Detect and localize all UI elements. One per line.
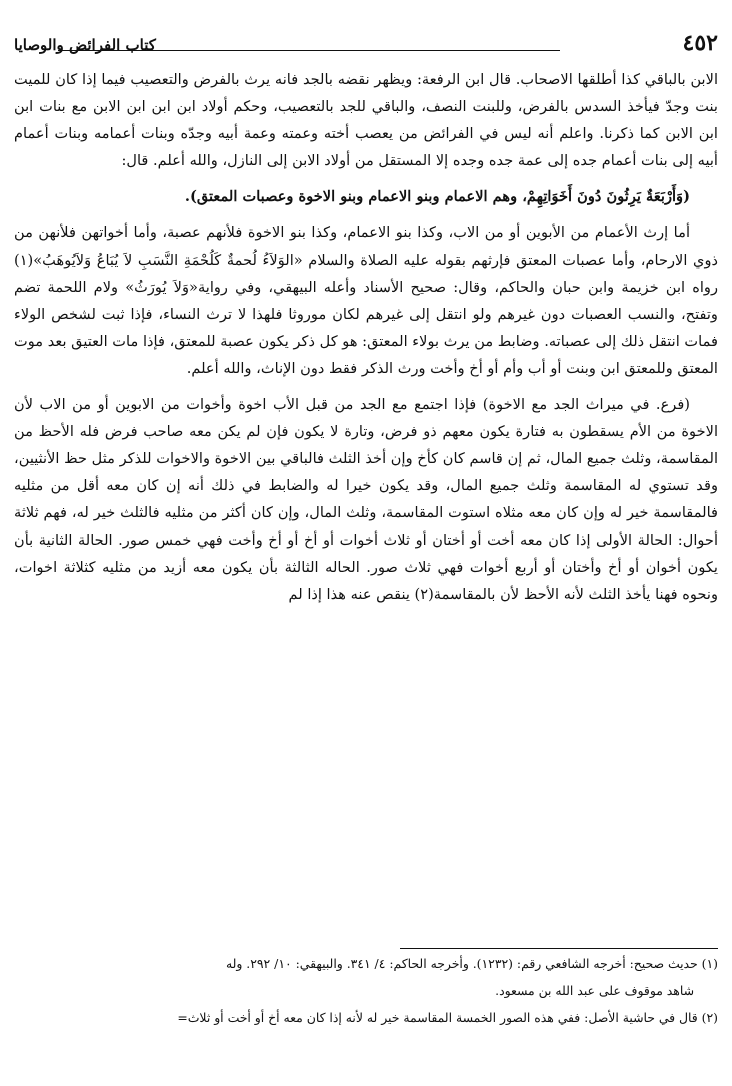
paragraph-2: أما إرث الأعمام من الأبوين أو من الاب، وكذا بنو الاعمام، وكذا بنو الاخوة فلأنهم عصبة، وأما أخواتهن فلأنهن من ذوي الارحام، وأما عصبات المعتق فإرثهم بقوله عليه الصلاة والسلام «الوَلاَءُ لُحمةٌ كَلُحْمَةِ النَّسَبِ لاَ يُبَاعُ وَلاَيُوهَبُ»(١) رواه ابن خزيمة وابن حبان والحاكم، وقال: صحيح الأسناد وأعله البيهقي، وفي رواية«وَلاَ يُورَثُ» ولام اللحمة تضم وتفتح، والنسب العصبات دون غيرهم ولو انتقل إلى غيرهم لكان موروثا فلهذا لا ترث النساء، فإذا ثبت لشخص الولاء فمات انتقل ذلك إلى عصباته. وضابط من يرث بولاء المعتق: هو كل ذكر يكون عصبة للمعتق، فإذا مات العتيق بعد موت المعتق وللمعتق ابن وبنت أو أب وأم أو أخ وأخت ورث الذكر فقط دون الإناث، والله أعلم. bbox=[14, 224, 718, 377]
main-text bbox=[14, 66, 718, 617]
running-title: كتاب الفرائض والوصايا bbox=[14, 36, 156, 54]
matn-quote: (وَأَرْبَعَةٌ يَرِثُونَ دُونَ أَخَوَاتِهِمْ، وهم الاعمام وبنو الاعمام وبنو الاخوة وعصبات المعتق). bbox=[184, 188, 690, 206]
footnotes bbox=[14, 950, 718, 1031]
paragraph-1: الابن بالباقي كذا أطلقها الاصحاب. قال ابن الرفعة: ويظهر نقضه بالجد فانه يرث بالفرض والتعصيب فيما إذا كان للميت بنت وجدّ فيأخذ السدس بالفرض، وللبنت النصف، والباقي للجد بالتعصيب، وحكم أولاد ابن ابن ابن الابن مع بنات ابن ابن الابن كما ذكرنا. واعلم أنه ليس في الفرائض من يعصب أخته وعمته وعمة أبيه وجدّه وبنات أعمامه وبنات أعمام أبيه إلى بنات أعمام جده إلى عمة جده وجده إلا المستقل من أولاد الابن إلى النازل، والله أعلم. قال: bbox=[14, 71, 718, 170]
footnote-1: (١) حديث صحيح: أخرجه الشافعي رقم: (١٢٣٢). وأخرجه الحاكم: ٤/ ٣٤١. والبيهقي: ١٠/ ٢٩٢. وله bbox=[225, 956, 718, 971]
header-rule bbox=[58, 50, 560, 51]
paragraph-3: (فرع. في ميراث الجد مع الاخوة) فإذا اجتمع مع الجد من قبل الأب اخوة وأخوات من الابوين أو من الاب لأن الاخوة من الأم يسقطون به فتارة يكون معهم ذو فرض، وتارة لا يكون فإن لم يكن معه صاحب فرض فله الأحظ من المقاسمة، وثلث جميع المال، ثم إن قاسم كان كأخ وإن أخذ الثلث فالباقي بين الاخوة والاخوات للذكر مثل حظ الأنثيين، وقد تستوي له المقاسمة وثلث جميع المال، وقد يكون خيرا له والضابط في ذلك أنه إن كان معه أقل من مثليه فالمقاسمة خير له وإن كان معه مثلاه استوت المقاسمة، وثلث المال، وإن كان أكثر من مثليه فالثلث خير له، فهم ثلاثة أحوال: الحالة الأولى إذا كان معه أخت أو أختان أو ثلاث أخوات أو أخ أو أخ وأخت فهي خمس صور. الحالة الثانية بأن يكون أخوان أو أخ وأختان أو أربع أخوات فهي ثلاث صور. الحاله الثالثة بأن يكون معه أزيد من مثليه كثلاثة اخوات، ونحوه فهنا يأخذ الثلث لأنه الأحظ لأن بالمقاسمة(٢) ينقص عنه هذا إذا لم bbox=[14, 396, 718, 603]
page-number: ٤٥٢ bbox=[682, 30, 718, 56]
footnote-2: (٢) قال في حاشية الأصل: ففي هذه الصور الخمسة المقاسمة خير له لأنه إذا كان معه أخ أو أخت أو ثلاث= bbox=[177, 1010, 718, 1025]
footnote-1-continued: شاهد موقوف على عبد الله بن مسعود. bbox=[495, 983, 694, 998]
footnote-rule bbox=[400, 948, 718, 949]
